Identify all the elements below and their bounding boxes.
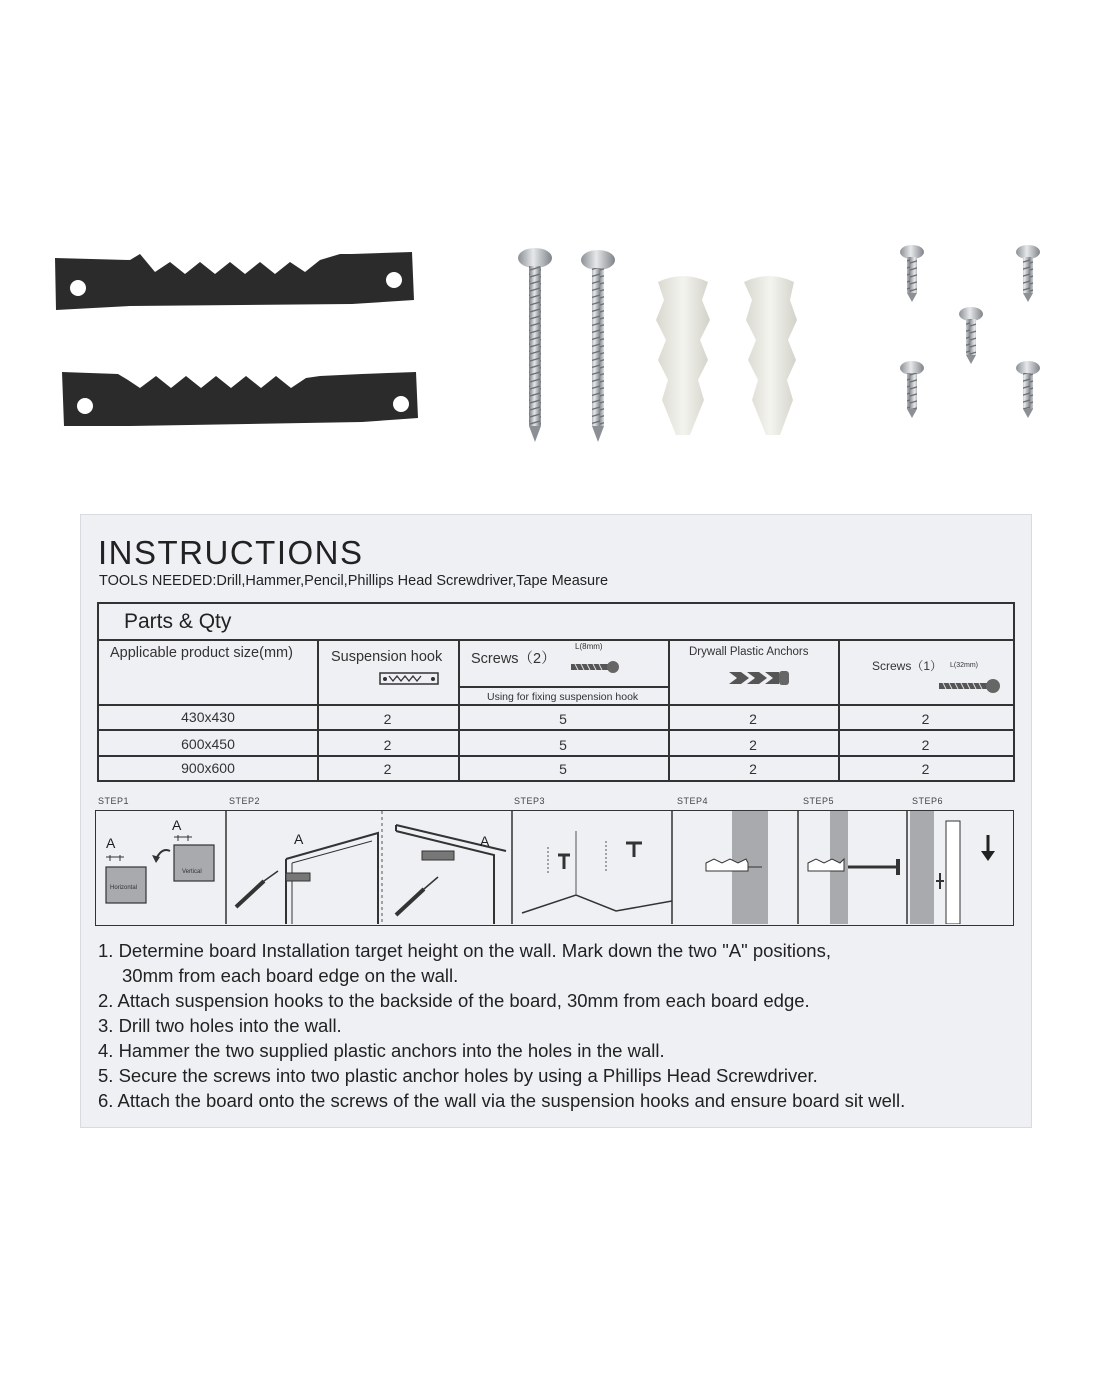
instruction-item: 6. Attach the board onto the screws of the wall via the suspension hooks and ensure board sit well. [98, 1090, 906, 1111]
suspension-hook-icon [379, 671, 439, 687]
small-screws [900, 245, 1040, 418]
plastic-anchor-icon [727, 668, 799, 688]
cell-screws-1: 2 [921, 711, 930, 727]
instruction-item: 5. Secure the screws into two plastic anchor holes by using a Phillips Head Screwdriver. [98, 1065, 818, 1086]
step2-marker-a-left: A [294, 831, 304, 847]
screws-2-length: L(8mm) [575, 642, 603, 651]
long-screw-icon [937, 678, 1001, 694]
step-diagrams [95, 810, 1014, 926]
hardware-kit-illustration [0, 230, 1100, 460]
step-label-2: STEP2 [229, 796, 261, 806]
cell-hook: 2 [383, 711, 392, 727]
cell-screws-2: 5 [559, 711, 567, 727]
instruction-card [80, 514, 1032, 1128]
step1-vertical-label: Vertical [182, 869, 202, 875]
plastic-anchor-2 [744, 276, 797, 435]
cell-screws-2: 5 [559, 761, 567, 777]
tools-needed: TOOLS NEEDED:Drill,Hammer,Pencil,Phillips Head Screwdriver,Tape Measure [99, 573, 609, 589]
step-diagram-art [96, 811, 1012, 924]
screws-2-note: Using for fixing suspension hook [487, 691, 639, 703]
instruction-item: 3. Drill two holes into the wall. [98, 1015, 342, 1036]
cell-screws-1: 2 [921, 737, 930, 753]
cell-anchors: 2 [749, 711, 757, 727]
instruction-item: 30mm from each board edge on the wall. [122, 965, 459, 986]
step1-marker-a-right: A [172, 817, 182, 833]
instruction-item: 1. Determine board Installation target height on the wall. Mark down the two "A" positions, [98, 940, 831, 961]
instruction-item: 4. Hammer the two supplied plastic anchors into the holes in the wall. [98, 1040, 665, 1061]
cell-anchors: 2 [749, 761, 757, 777]
cell-hook: 2 [383, 737, 392, 753]
step-label-5: STEP5 [803, 796, 835, 806]
cell-hook: 2 [383, 761, 392, 777]
cell-anchors: 2 [749, 737, 757, 753]
cell-screws-1: 2 [921, 761, 930, 777]
card-title: INSTRUCTIONS [98, 534, 364, 571]
cell-size: 430x430 [181, 709, 235, 725]
step2-marker-a-right: A [480, 833, 490, 849]
step1-horizontal-label: Horizontal [110, 885, 138, 891]
step-label-6: STEP6 [912, 796, 944, 806]
instruction-list [98, 938, 905, 1113]
screws-1-length: L(32mm) [950, 662, 979, 669]
cell-screws-2: 5 [559, 737, 567, 753]
plastic-anchor-1 [656, 276, 710, 435]
cell-size: 900x600 [181, 760, 235, 776]
header-drywall-anchors: Drywall Plastic Anchors [689, 646, 809, 658]
long-screw-1 [518, 248, 552, 442]
short-screw-icon [569, 660, 621, 674]
long-screw-2 [581, 250, 615, 442]
instruction-item: 2. Attach suspension hooks to the backside of the board, 30mm from each board edge. [98, 990, 810, 1011]
sawtooth-hanger-top [55, 252, 414, 310]
header-size: Applicable product size(mm) [110, 645, 293, 661]
header-suspension-hook: Suspension hook [331, 649, 443, 665]
header-screws-2: Screws（2） [471, 651, 556, 667]
header-screws-1: Screws（1） [872, 659, 943, 673]
parts-title: Parts & Qty [124, 610, 232, 633]
cell-size: 600x450 [181, 736, 235, 752]
step1-marker-a-left: A [106, 835, 116, 851]
sawtooth-hanger-bottom [62, 372, 418, 426]
step-label-4: STEP4 [677, 796, 709, 806]
parts-table [97, 602, 1015, 782]
step-label-1: STEP1 [98, 796, 130, 806]
step-label-3: STEP3 [514, 796, 546, 806]
